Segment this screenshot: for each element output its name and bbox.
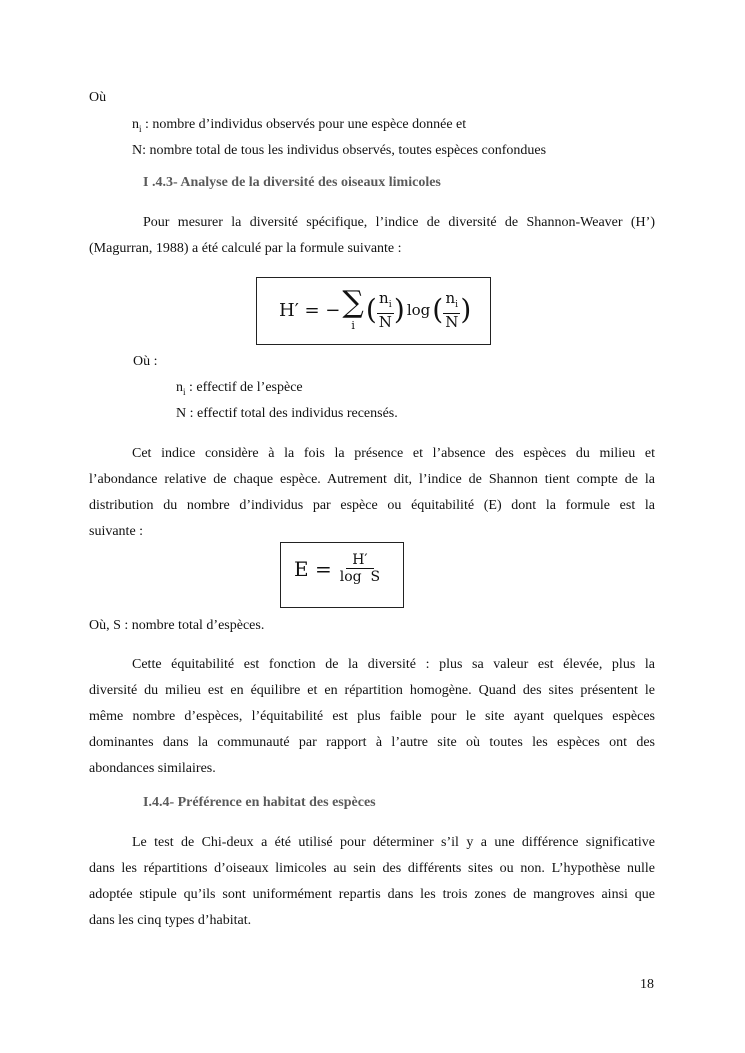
S-definition: Où, S : nombre total d’espèces. (89, 618, 265, 633)
ou-label: Où (89, 90, 107, 105)
paren-open-2: ( (432, 293, 444, 326)
paragraph-shannon-line-1 (89, 214, 655, 232)
paragraph-equit-line-2: diversité du milieu est en équilibre et en répartition homogène. Quand des sites présentent le (89, 683, 655, 698)
ni-symbol-2: n (176, 380, 183, 395)
paragraph-indice-text-1: Cet indice considère à la fois la présence et l’absence des espèces du milieu et (132, 446, 655, 461)
equit-fraction (338, 552, 382, 585)
paragraph-chi-line-1 (89, 834, 655, 852)
fraction-ni-N-2 (443, 290, 460, 330)
ni-text: : nombre d’individus observés pour une espèce donnée et (141, 117, 467, 132)
ni-definition (132, 116, 466, 138)
shannon-formula (279, 285, 472, 332)
paragraph-chi-text-1: Le test de Chi-deux a été utilisé pour déterminer s’il y a une différence significative (132, 835, 655, 850)
num-sub: i (388, 300, 392, 310)
paragraph-equit-line-1 (89, 656, 655, 674)
log-label: log (406, 301, 431, 319)
fraction-ni-N (377, 290, 394, 330)
paragraph-indice-line-2: l’abondance relative de chaque espèce. Autrement dit, l’indice de Shannon tient compte de la (89, 472, 655, 487)
paragraph-indice-line-4: suivante : (89, 524, 144, 539)
sum-symbol: ∑ (342, 285, 364, 320)
fraction-numerator-2 (443, 290, 460, 314)
paragraph-chi-line-2: dans les répartitions d’oiseaux limicoles au sein des différents sites ou non. L’hypothèse nulle (89, 861, 655, 876)
ni-definition-2 (176, 379, 303, 401)
paragraph-equit-line-3: même nombre d’espèces, l’équitabilité est plus faible pour le site ayant quelques espèces (89, 709, 655, 724)
ni-text-2: : effectif de l’espèce (185, 380, 303, 395)
equit-lhs: E = (294, 556, 332, 581)
summation (342, 285, 364, 332)
paragraph-shannon-line-2: (Magurran, 1988) a été calculé par la formule suivante : (89, 241, 402, 256)
paragraph-equit-line-4: dominantes dans la communauté par rapport à l’autre site où toutes les espèces ont des (89, 735, 655, 750)
num-n: n (379, 289, 389, 307)
N-definition-2: N : effectif total des individus recensés. (176, 406, 398, 421)
ni-symbol: n (132, 117, 139, 132)
ni-subscript-2: i (183, 386, 186, 397)
paren-open: ( (365, 293, 377, 326)
page-number: 18 (640, 977, 654, 992)
paragraph-chi-line-4: dans les cinq types d’habitat. (89, 913, 252, 928)
sum-index: i (351, 319, 355, 332)
section-heading-143: I .4.3- Analyse de la diversité des oiseaux limicoles (143, 175, 441, 190)
formula-lhs: H′ = − (279, 299, 341, 321)
equitability-formula-box (280, 542, 404, 608)
shannon-formula-box (256, 277, 491, 345)
paren-close: ) (393, 293, 405, 326)
equitability-formula (294, 552, 382, 585)
N-definition: N: nombre total de tous les individus observés, toutes espèces confondues (132, 143, 547, 158)
ni-subscript: i (139, 123, 142, 134)
section-heading-144: I.4.4- Préférence en habitat des espèces (143, 795, 376, 810)
paragraph-shannon-text-1: Pour mesurer la diversité spécifique, l’indice de diversité de Shannon-Weaver (H’) (143, 215, 655, 230)
paragraph-indice-line-3: distribution du nombre d’individus par espèce ou équitabilité (E) dont la formule est la (89, 498, 655, 513)
paragraph-equit-line-5: abondances similaires. (89, 761, 216, 776)
fraction-denominator: N (378, 313, 392, 331)
paragraph-indice-line-1 (89, 445, 655, 463)
paren-close-2: ) (460, 293, 472, 326)
equit-denominator: log S (339, 569, 381, 585)
equit-numerator: H′ (346, 552, 373, 569)
fraction-numerator (377, 290, 394, 314)
fraction-denominator-2: N (445, 313, 459, 331)
paragraph-chi-line-3: adoptée stipule qu’ils sont uniformément repartis dans les trois zones de mangroves ainsi que (89, 887, 655, 902)
ou-label-2: Où : (133, 354, 158, 369)
num-sub-2: i (455, 300, 459, 310)
paragraph-equit-text-1: Cette équitabilité est fonction de la diversité : plus sa valeur est élevée, plus la (132, 657, 655, 672)
num-n-2: n (445, 289, 456, 307)
